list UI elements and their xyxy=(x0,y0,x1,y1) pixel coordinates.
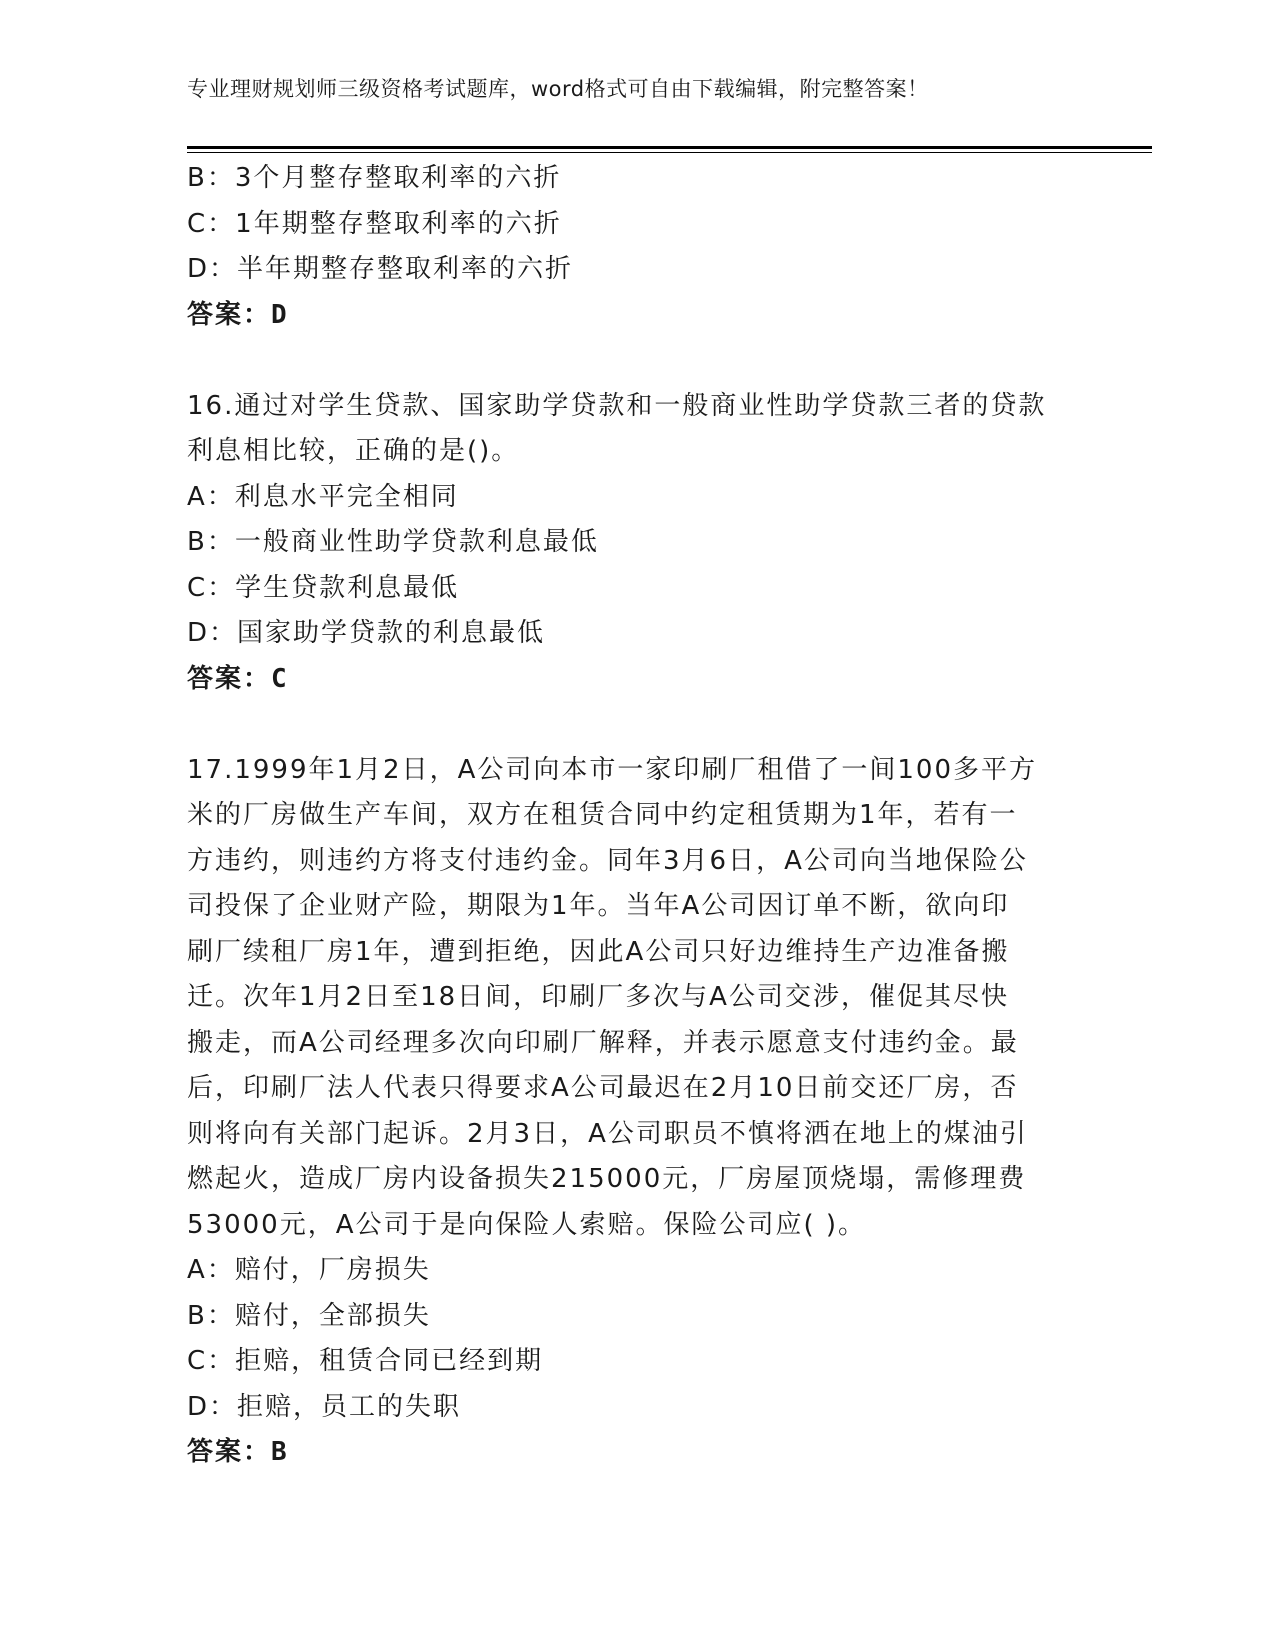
question-stem-line: 则将向有关部门起诉。2月3日，A公司职员不慎将洒在地上的煤油引 xyxy=(187,1118,1028,1149)
spacer xyxy=(187,702,1087,748)
option-d: D：国家助学贷款的利息最低 xyxy=(187,618,546,648)
option-d: D：拒赔，员工的失职 xyxy=(187,1391,462,1422)
header-rule-thick xyxy=(187,146,1152,149)
question-17 xyxy=(187,748,1087,1476)
option-c: C：拒赔，租赁合同已经到期 xyxy=(187,1346,544,1376)
question-content xyxy=(187,156,1087,1476)
question-stem-line: 17.1999年1月2日，A公司向本市一家印刷厂租借了一间100多平方 xyxy=(187,754,1038,785)
header-rule-thin xyxy=(187,152,1152,153)
option-c: C：学生贷款利息最低 xyxy=(187,572,460,603)
question-stem-line: 迁。次年1月2日至18日间，印刷厂多次与A公司交涉，催促其尽快 xyxy=(187,982,1009,1012)
question-16 xyxy=(187,384,1087,703)
answer-line xyxy=(187,1430,1087,1476)
question-stem-line: 刷厂续租厂房1年，遭到拒绝，因此A公司只好边维持生产边准备搬 xyxy=(187,936,1010,967)
option-b: B：一般商业性助学贷款利息最低 xyxy=(187,527,599,557)
option-b: B：赔付，全部损失 xyxy=(187,1300,431,1331)
question-15 xyxy=(187,156,1087,338)
question-stem-line: 后，印刷厂法人代表只得要求A公司最迟在2月10日前交还厂房，否 xyxy=(187,1073,1019,1103)
page-header: 专业理财规划师三级资格考试题库，word格式可自由下载编辑，附完整答案！ xyxy=(187,77,929,101)
question-stem-line: 方违约，则违约方将支付违约金。同年3月6日，A公司向当地保险公 xyxy=(187,845,1028,876)
option-b: B：3个月整存整取利率的六折 xyxy=(187,163,562,193)
question-stem-line: 16.通过对学生贷款、国家助学贷款和一般商业性助学贷款三者的贷款 xyxy=(187,390,1047,421)
answer-label: 答案： xyxy=(187,299,272,330)
option-d: D：半年期整存整取利率的六折 xyxy=(187,254,574,284)
question-stem-line: 53000元，A公司于是向保险人索赔。保险公司应( )。 xyxy=(187,1209,867,1240)
spacer xyxy=(187,338,1087,384)
answer-label: 答案： xyxy=(187,663,272,694)
option-a: A：利息水平完全相同 xyxy=(187,481,459,512)
question-stem-line: 搬走，而A公司经理多次向印刷厂解释，并表示愿意支付违约金。最 xyxy=(187,1027,1019,1058)
answer-value: D xyxy=(271,299,289,330)
answer-label: 答案： xyxy=(187,1437,272,1467)
question-stem-line: 司投保了企业财产险，期限为1年。当年A公司因订单不断，欲向印 xyxy=(187,891,1010,921)
option-a: A：赔付，厂房损失 xyxy=(187,1255,431,1285)
answer-line xyxy=(187,293,1087,339)
question-stem-line: 燃起火，造成厂房内设备损失215000元，厂房屋顶烧塌，需修理费 xyxy=(187,1164,1027,1194)
question-stem-line: 利息相比较，正确的是()。 xyxy=(187,436,520,466)
answer-value: C xyxy=(271,663,289,694)
answer-value: B xyxy=(271,1437,289,1467)
answer-line xyxy=(187,657,1087,703)
question-stem-line: 米的厂房做生产车间，双方在租赁合同中约定租赁期为1年，若有一 xyxy=(187,800,1018,830)
option-c: C：1年期整存整取利率的六折 xyxy=(187,208,562,239)
